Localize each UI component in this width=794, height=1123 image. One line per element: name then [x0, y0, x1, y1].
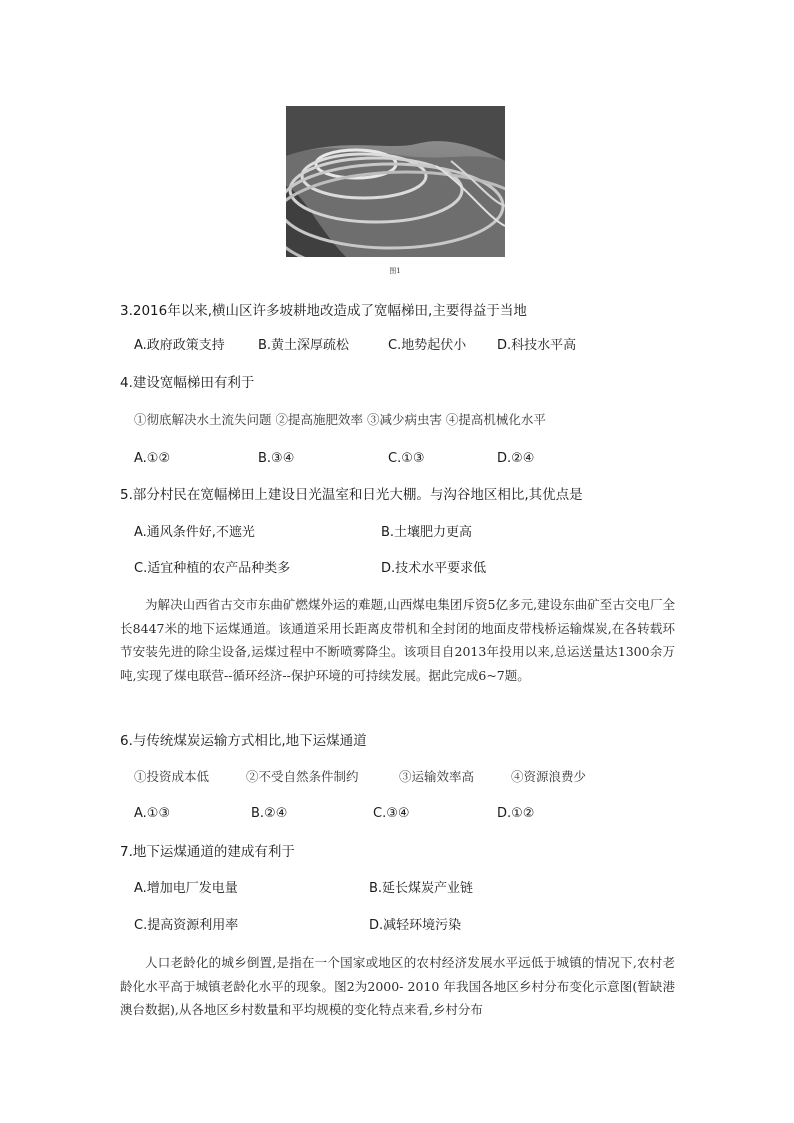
- q4-items: ①彻底解决水土流失问题 ②提高施肥效率 ③减少病虫害 ④提高机械化水平: [134, 412, 546, 427]
- q3-option-b: B.黄土深厚疏松: [258, 338, 350, 353]
- q4-option-a: A.①②: [134, 451, 171, 466]
- q6-option-c: C.③④: [373, 806, 410, 821]
- q4-option-b: B.③④: [258, 451, 295, 466]
- question-7-stem: 7.地下运煤通道的建成有利于: [120, 844, 295, 860]
- figure-caption: 图1: [389, 267, 401, 275]
- question-4-stem: 4.建设宽幅梯田有利于: [120, 375, 255, 391]
- q3-option-d: D.科技水平高: [497, 338, 577, 353]
- question-6-stem: 6.与传统煤炭运输方式相比,地下运煤通道: [120, 733, 367, 749]
- question-5-stem: 5.部分村民在宽幅梯田上建设日光温室和日光大棚。与沟谷地区相比,其优点是: [120, 487, 583, 503]
- q7-option-a: A.增加电厂发电量: [134, 881, 238, 896]
- passage-coal-transport: 为解决山西省古交市东曲矿燃煤外运的难题,山西煤电集团斥资5亿多元,建设东曲矿至古交电厂全长8447米的地下运煤通道。该通道采用长距离皮带机和全封闭的地面皮带栈桥运输煤炭,在各转载环节安装先进的除尘设备,运煤过程中不断喷雾降尘。该项目自2013年投用以来,总运送量达1300余万吨,实现了煤电联营--循环经济--保护环境的可持续发展。据此完成6~7题。: [120, 597, 675, 683]
- q6-item-4: ④资源浪费少: [511, 769, 587, 784]
- q5-option-c: C.适宜种植的农产品种类多: [134, 561, 291, 576]
- q6-item-1: ①投资成本低: [134, 769, 210, 784]
- q6-option-a: A.①③: [134, 806, 171, 821]
- q3-option-c: C.地势起伏小: [388, 338, 467, 353]
- q6-option-d: D.①②: [497, 806, 535, 821]
- q5-option-a: A.通风条件好,不遮光: [134, 525, 255, 540]
- q5-option-b: B.土壤肥力更高: [381, 525, 473, 540]
- terraced-fields-photo: [286, 106, 505, 257]
- q7-option-b: B.延长煤炭产业链: [369, 881, 474, 896]
- q3-option-a: A.政府政策支持: [134, 338, 225, 353]
- q6-option-b: B.②④: [251, 806, 288, 821]
- question-3-stem: 3.2016年以来,横山区许多坡耕地改造成了宽幅梯田,主要得益于当地: [120, 303, 527, 319]
- q7-option-c: C.提高资源利用率: [134, 918, 239, 933]
- q5-option-d: D.技术水平要求低: [381, 561, 487, 576]
- q6-item-2: ②不受自然条件制约: [246, 769, 359, 784]
- passage-aging-population: 人口老龄化的城乡倒置,是指在一个国家或地区的农村经济发展水平远低于城镇的情况下,农村老龄化水平高于城镇老龄化水平的现象。图2为2000- 2010 年我国各地区乡村分布变化示意图(暂缺港澳台数据),从各地区乡村数量和平均规模的变化特点来看,乡村分布: [120, 955, 675, 1017]
- q4-option-d: D.②④: [497, 451, 535, 466]
- q4-option-c: C.①③: [388, 451, 425, 466]
- q7-option-d: D.减轻环境污染: [369, 918, 462, 933]
- q6-item-3: ③运输效率高: [399, 769, 475, 784]
